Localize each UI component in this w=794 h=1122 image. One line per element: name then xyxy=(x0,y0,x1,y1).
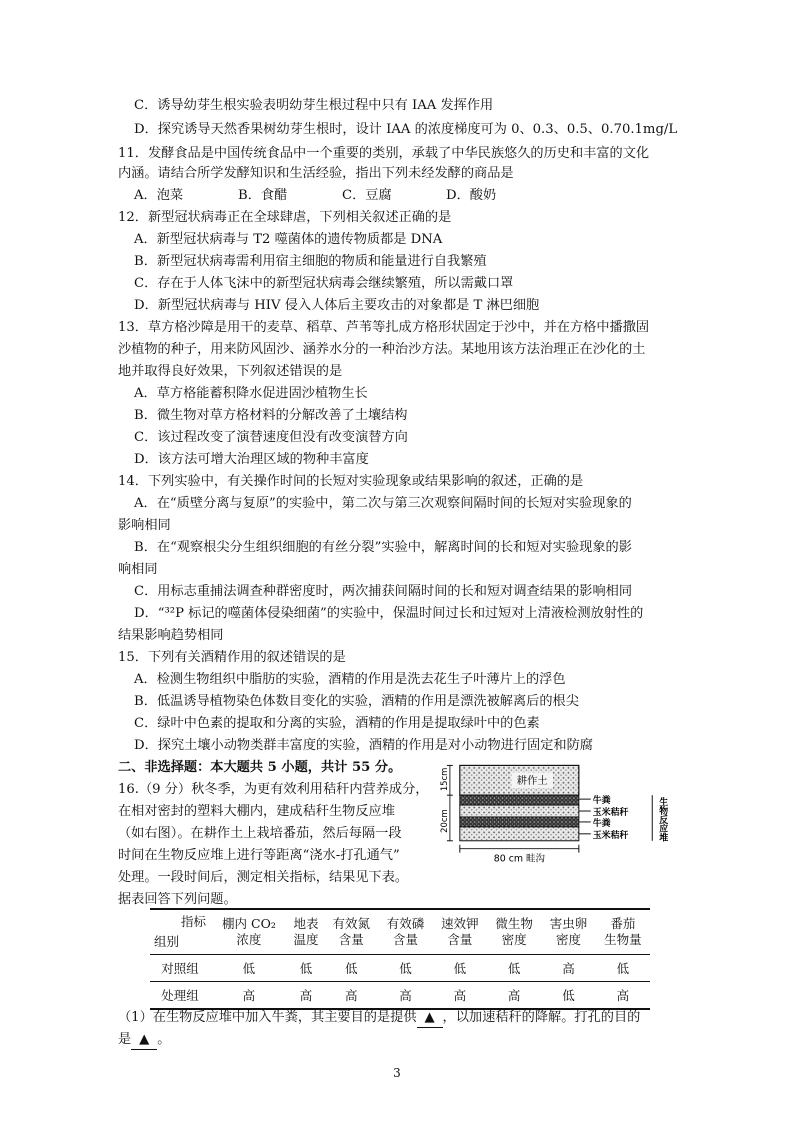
table-header-cell xyxy=(324,909,378,955)
table-cell: 高 xyxy=(324,982,378,1010)
q13-stem-3: 地并取得良好效果，下列叙述错误的是 xyxy=(118,364,343,379)
header-line: 含量 xyxy=(393,932,419,947)
corner-bottom-label: 组别 xyxy=(154,934,180,949)
q12-option-d: D．新型冠状病毒与 HIV 侵入人体后主要攻击的对象都是 T 淋巴细胞 xyxy=(134,298,540,313)
answer-blank[interactable]: ▲ xyxy=(131,1030,157,1050)
layer-label-manure-2: 牛粪 xyxy=(592,818,611,829)
layer-label-straw-1: 玉米秸秆 xyxy=(592,807,629,818)
results-table xyxy=(150,908,650,1010)
table-header-cell xyxy=(596,909,650,955)
table-cell: 低 xyxy=(378,955,432,982)
q12-option-b: B．新型冠状病毒需利用宿主细胞的物质和能量进行自我繁殖 xyxy=(134,254,487,269)
table-row xyxy=(150,955,650,982)
table-cell: 低 xyxy=(541,982,595,1010)
header-line: 含量 xyxy=(447,932,473,947)
q14-option-d-1: D．“³²P 标记的噬菌体侵染细菌”的实验中，保温时间过长和过短对上清液检测放射性的 xyxy=(134,606,644,621)
header-line: 棚内 CO₂ xyxy=(222,916,276,931)
q11-stem-1: 11．发酵食品是中国传统食品中一个重要的类别，承载了中华民族悠久的历史和丰富的文化 xyxy=(118,146,650,161)
table-header-cell xyxy=(288,909,324,955)
q16-stem-2: 在相对密封的塑料大棚内，建成秸秆生物反应堆 xyxy=(118,804,395,819)
header-line: 害虫卵 xyxy=(549,916,588,931)
table-header-cell xyxy=(210,909,288,955)
q13-option-d: D．该方法可增大治理区域的物种丰富度 xyxy=(134,452,369,467)
q16-stem-4: 时间在生物反应堆上进行等距离“浇水-打孔通气” xyxy=(118,848,400,863)
layer-straw-2 xyxy=(460,827,579,841)
side-label: 生物反应堆 xyxy=(657,797,668,842)
q16-stem-3: （如右图）。在耕作土上栽培番茄，然后每隔一段 xyxy=(118,826,402,841)
section-heading: 二、非选择题：本大题共 5 小题，共计 55 分。 xyxy=(118,760,402,775)
q10-option-d: D．探究诱导天然香果树幼芽生根时，设计 IAA 的浓度梯度可为 0、0.3、0.5、0.70.1mg/L xyxy=(134,122,678,137)
dimension-mid-label: 20cm xyxy=(438,809,449,833)
q14-option-a-1: A．在“质壁分离与复原”的实验中，第二次与第三次观察间隔时间的长短对实验现象的 xyxy=(134,496,632,511)
corner-top-label: 指标 xyxy=(180,914,206,929)
q15-stem: 15．下列有关酒精作用的叙述错误的是 xyxy=(118,650,346,665)
layer-manure-1 xyxy=(460,795,579,805)
header-line: 有效氮 xyxy=(332,916,370,931)
layer-manure-2 xyxy=(460,817,579,827)
q15-option-d: D．探究土壤小动物类群丰富度的实验，酒精的作用是对小动物进行固定和防腐 xyxy=(134,738,593,753)
header-line: 密度 xyxy=(555,932,581,947)
bottom-label: 80 cm 畦沟 xyxy=(493,853,545,865)
q12-stem: 12．新型冠状病毒正在全球肆虐，下列相关叙述正确的是 xyxy=(118,210,452,225)
table-cell: 低 xyxy=(288,955,324,982)
header-line: 生物量 xyxy=(604,932,642,947)
layer-label-manure-1: 牛粪 xyxy=(592,796,611,807)
table-cell: 高 xyxy=(378,982,432,1010)
q16-sub1-text-b: ，以加速秸秆的降解。打孔的目的 xyxy=(442,1010,641,1025)
q14-option-a-2: 影响相同 xyxy=(118,518,171,533)
layer-label-straw-2: 玉米秸秆 xyxy=(592,830,629,841)
q13-stem-1: 13．草方格沙障是用干的麦草、稻草、芦苇等扎成方格形状固定于沙中，并在方格中播撒固 xyxy=(118,320,650,335)
header-line: 微生物 xyxy=(495,916,533,931)
q16-stem-6: 据表回答下列问题。 xyxy=(118,892,237,907)
header-line: 密度 xyxy=(501,932,527,947)
q16-sub1-text-c: 是 xyxy=(118,1032,132,1047)
table-cell: 高 xyxy=(596,982,650,1010)
header-line: 含量 xyxy=(338,932,364,947)
q14-option-b-1: B．在“观察根尖分生组织细胞的有丝分裂”实验中，解离时间的长和短对实验现象的影 xyxy=(134,540,632,555)
header-line: 有效磷 xyxy=(386,916,425,931)
row-group-label: 处理组 xyxy=(150,982,210,1010)
table-header-cell xyxy=(487,909,541,955)
table-cell: 低 xyxy=(433,955,487,982)
table-cell: 低 xyxy=(324,955,378,982)
table-cell: 高 xyxy=(210,982,288,1010)
table-cell: 高 xyxy=(541,955,595,982)
q13-option-c: C．该过程改变了演替速度但没有改变演替方向 xyxy=(134,430,408,445)
layer-straw-1 xyxy=(460,805,579,817)
table-row xyxy=(150,982,650,1010)
answer-blank[interactable]: ▲ xyxy=(417,1008,443,1028)
table-cell: 高 xyxy=(487,982,541,1010)
table-header-cell xyxy=(433,909,487,955)
q11-options xyxy=(134,186,496,205)
q14-option-b-2: 响相同 xyxy=(118,562,158,577)
q15-option-b: B．低温诱导植物染色体数目变化的实验，酒精的作用是漂洗被解离后的根尖 xyxy=(134,694,579,709)
q13-stem-2: 沙植物的种子，用来防风固沙、涵养水分的一种治沙方法。某地用该方法治理正在沙化的土 xyxy=(118,342,646,357)
q13-option-a: A．草方格能蓄积降水促进固沙植物生长 xyxy=(134,386,368,401)
q12-option-a: A．新型冠状病毒与 T2 噬菌体的遗传物质都是 DNA xyxy=(134,232,443,247)
header-line: 番茄 xyxy=(610,916,636,931)
q16-sub1-text-a: （1）在生物反应堆中加入牛粪，其主要目的是提供 xyxy=(118,1010,417,1025)
table-header-row xyxy=(150,909,650,955)
table-corner xyxy=(150,909,210,955)
table-header-cell xyxy=(541,909,595,955)
header-line: 浓度 xyxy=(236,932,262,947)
table-cell: 低 xyxy=(596,955,650,982)
q11-option-a: A．泡菜 xyxy=(134,188,184,203)
header-line: 速效钾 xyxy=(441,916,479,931)
q13-option-b: B．微生物对草方格材料的分解改善了土壤结构 xyxy=(134,408,408,423)
row-group-label: 对照组 xyxy=(150,955,210,982)
header-line: 温度 xyxy=(293,932,319,947)
q11-option-c: C．豆腐 xyxy=(342,188,392,203)
q14-option-d-2: 结果影响趋势相同 xyxy=(118,628,224,643)
table-header-cell xyxy=(378,909,432,955)
q16-sub1-text-d: 。 xyxy=(157,1032,171,1047)
q12-option-c: C．存在于人体飞沫中的新型冠状病毒会继续繁殖，所以需戴口罩 xyxy=(134,276,514,291)
q16-sub1-line2 xyxy=(118,1030,170,1050)
q11-stem-2: 内涵。请结合所学发酵知识和生活经验，指出下列未经发酵的商品是 xyxy=(118,166,514,181)
table-cell: 高 xyxy=(433,982,487,1010)
bioreactor-figure xyxy=(438,760,682,868)
table-cell: 高 xyxy=(288,982,324,1010)
q15-option-a: A．检测生物组织中脂肪的实验，酒精的作用是洗去花生子叶薄片上的浮色 xyxy=(134,672,566,687)
q10-option-c: C．诱导幼芽生根实验表明幼芽生根过程中只有 IAA 发挥作用 xyxy=(134,98,494,113)
q15-option-c: C．绿叶中色素的提取和分离的实验，酒精的作用是提取绿叶中的色素 xyxy=(134,716,540,731)
q11-option-b: B．食醋 xyxy=(238,188,288,203)
table-cell: 低 xyxy=(210,955,288,982)
table-cell: 低 xyxy=(487,955,541,982)
q14-option-c: C．用标志重捕法调查种群密度时，两次捕获间隔时间的长和短对调查结果的影响相同 xyxy=(134,584,633,599)
page-number: 3 xyxy=(393,1066,401,1080)
q16-stem-1: 16.（9 分）秋冬季，为更有效利用秸秆内营养成分， xyxy=(118,782,429,797)
q16-stem-5: 处理。一段时间后，测定相关指标，结果见下表。 xyxy=(118,870,409,885)
header-line: 地表 xyxy=(293,916,319,931)
q11-option-d: D．酸奶 xyxy=(446,188,497,203)
topsoil-label: 耕作土 xyxy=(516,775,548,788)
dimension-top-label: 15cm xyxy=(438,767,449,792)
q14-stem: 14．下列实验中，有关操作时间的长短对实验现象或结果影响的叙述，正确的是 xyxy=(118,474,584,489)
q16-sub1-line1 xyxy=(118,1008,640,1028)
